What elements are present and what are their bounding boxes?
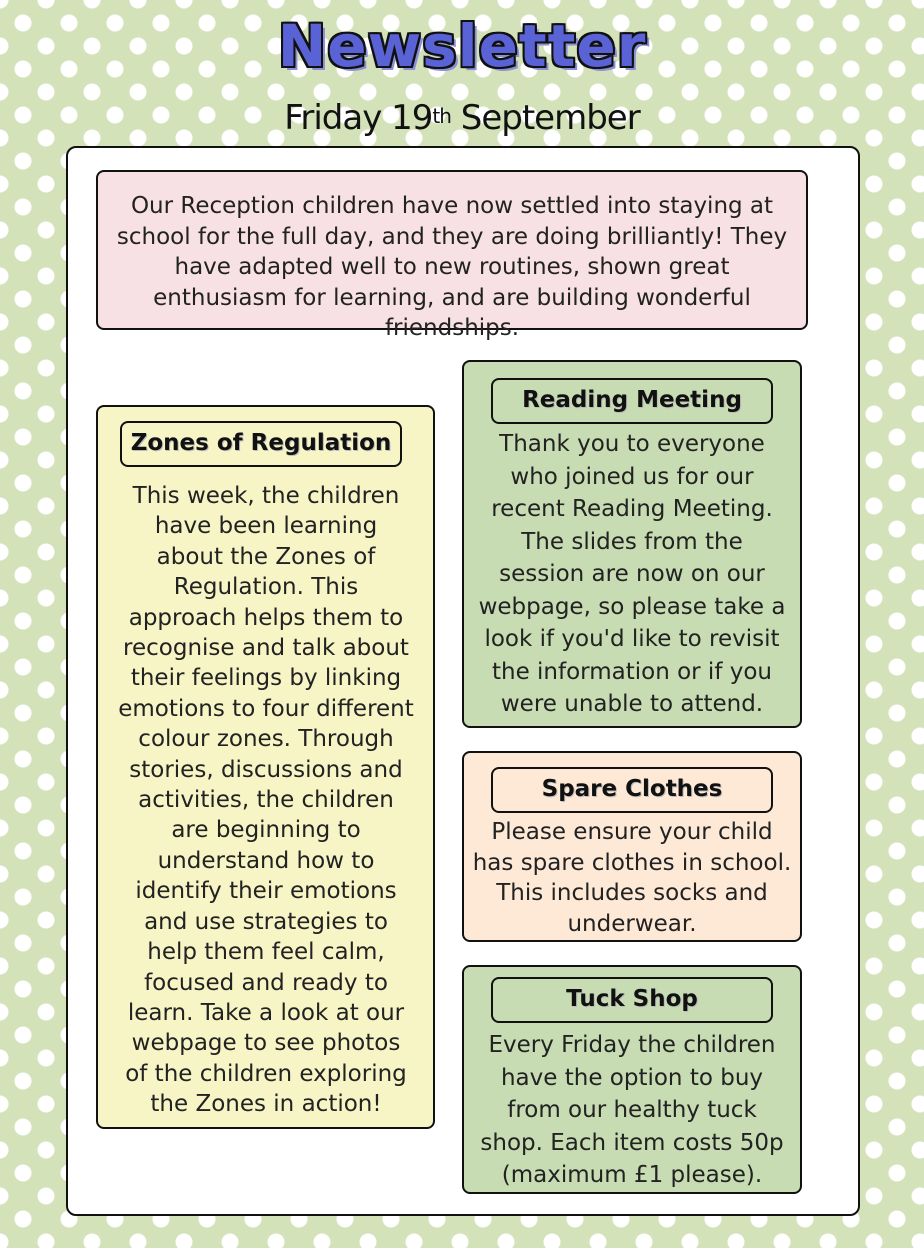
intro-box [96, 170, 808, 341]
reading-meeting-box [462, 360, 802, 728]
zones-of-regulation-box [96, 405, 435, 1129]
spare-clothes-text: Please ensure your child has spare clothes in school. This includes socks and underwear. [472, 819, 792, 937]
date-day: Friday 19 [284, 98, 433, 138]
tuck-shop-heading: Tuck Shop [491, 977, 773, 1023]
spare-clothes-box [462, 751, 802, 942]
zones-of-regulation-heading: Zones of Regulation [120, 421, 402, 467]
reading-meeting-heading: Reading Meeting [491, 378, 773, 424]
reading-meeting-text: Thank you to everyone who joined us for our recent Reading Meeting. The slides from the session are now on our webpage, so please take a look if you'd like to revisit the information or if you were unable to attend. [478, 431, 786, 717]
date-month: September [450, 98, 640, 138]
intro-text: Our Reception children have now settled into staying at school for the full day, and they are doing brilliantly! They have adapted well to new routines, shown great enthusiasm for learning, and are building wonderful friendships. [116, 193, 788, 341]
tuck-shop-text: Every Friday the children have the option to buy from our healthy tuck shop. Each item costs 50p (maximum £1 please). [480, 1032, 784, 1188]
newsletter-date [0, 96, 924, 140]
date-ordinal: th [432, 104, 451, 128]
zones-of-regulation-text: This week, the children have been learning about the Zones of Regulation. This approach helps them to recognise and talk about their feelings by linking emotions to four different colour zones. Through stories, discussions and activities, the children are beginning to understand how to identify their emotions and use strategies to help them feel calm, focused and ready to learn. Take a look at our webpage to see photos of the children exploring the Zones in action! [118, 483, 414, 1118]
spare-clothes-heading: Spare Clothes [491, 767, 773, 813]
newsletter-title: Newsletter [277, 12, 647, 80]
tuck-shop-box [462, 965, 802, 1194]
